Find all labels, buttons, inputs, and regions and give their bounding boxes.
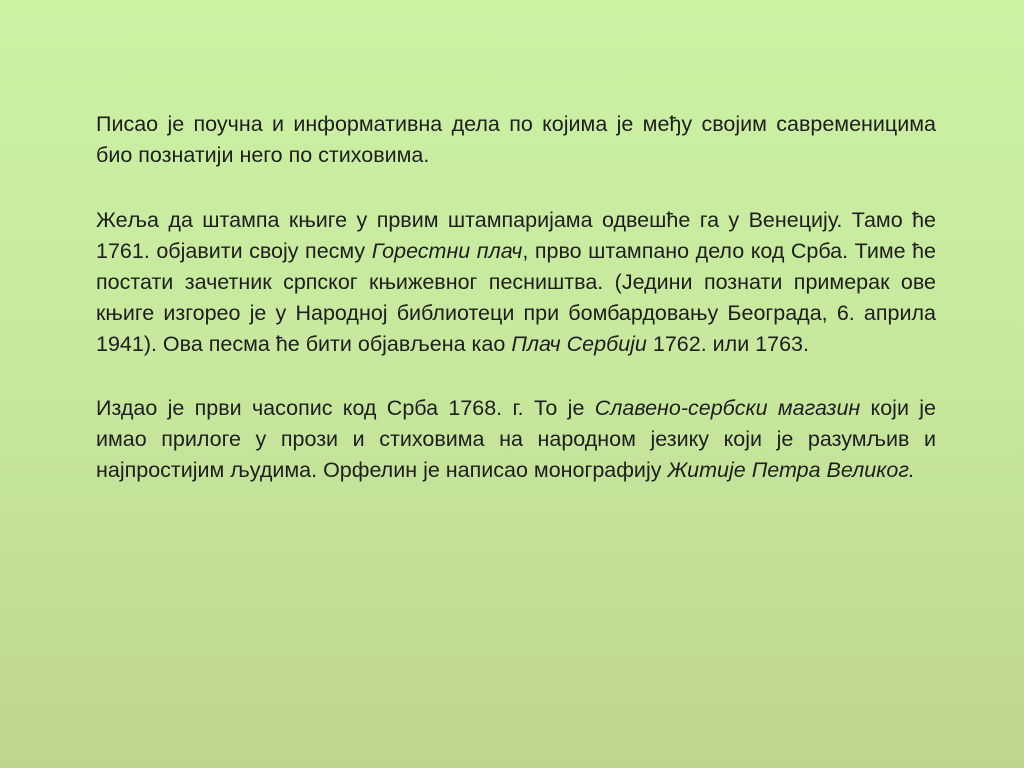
title-gorestni-plach: Горестни плач — [371, 239, 523, 263]
paragraph-printing — [96, 205, 936, 360]
slide-content — [96, 109, 936, 486]
paragraph-magazine — [96, 393, 936, 486]
paragraph-printing-text-before: Жеља да штампа књиге у првим штампаријама одвешће га у Венецију. Тамо ће 1761. објавити своју песму — [96, 208, 936, 263]
title-zhitije-petra-velikog: Житије Петра Великог. — [667, 458, 915, 482]
paragraph-printing-text-after: 1762. или 1763. — [646, 332, 809, 356]
paragraph-printing-text-middle: , прво штампано дело код Срба. Тиме ће постати зачетник српског књижевног песништва. (Једини познати примерак ове књиге изгорео је у Народној библиотеци при бомбардовању Београда, 6. априла 1941). Ова песма ће бити објављена као — [96, 239, 936, 356]
paragraph-writings — [96, 109, 936, 171]
paragraph-magazine-text-middle: који је имао прилоге у прози и стиховима на народном језику који је разумљив и најпростијим људима. Орфелин је написао монографију — [96, 396, 936, 482]
paragraph-magazine-text-before: Издао је први часопис код Срба 1768. г. То је — [96, 396, 595, 420]
paragraph-writings-text: Писао је поучна и информативна дела по којима је међу својим савременицима био познатији него по стиховима. — [96, 112, 936, 167]
title-plach-serbiji: Плач Сербији — [511, 332, 647, 356]
title-slaveno-serbski-magazin: Славено-сербски магазин — [594, 396, 861, 420]
